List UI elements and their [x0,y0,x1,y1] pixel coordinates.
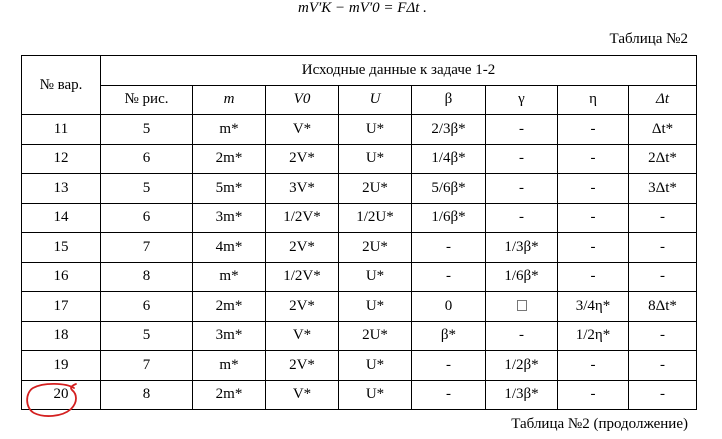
table-cell: 2V* [266,292,339,322]
col-header-fig: № рис. [101,85,193,115]
table-body [22,115,697,410]
table-cell: m* [193,115,266,145]
table-cell: - [629,233,697,263]
table-cell: 2U* [339,321,412,351]
table-cell: 5 [101,174,193,204]
table-cell: 1/2V* [266,203,339,233]
table-row [22,174,697,204]
table-cell: 8Δt* [629,292,697,322]
table-cell: 2/3β* [412,115,486,145]
table-cell: 1/6β* [486,262,558,292]
variant-number: 19 [22,351,101,381]
table-cell: - [412,380,486,410]
table-cell: - [629,380,697,410]
table-cell: m* [193,262,266,292]
variant-number: 12 [22,144,101,174]
table-cell: - [486,115,558,145]
table-cell: 2U* [339,174,412,204]
variant-number: 20 [22,380,101,410]
col-header-gamma: γ [486,85,558,115]
table-cell: - [629,262,697,292]
table-row [22,203,697,233]
variant-number: 14 [22,203,101,233]
group-header: Исходные данные к задаче 1-2 [101,56,697,86]
table-caption: Таблица №2 [609,31,688,47]
table-cell: 6 [101,203,193,233]
table-cell: - [486,321,558,351]
table-cell: 3m* [193,321,266,351]
table-cell: - [558,262,629,292]
table-cell: 7 [101,351,193,381]
col-header-beta: β [412,85,486,115]
table-cell: β* [412,321,486,351]
table-row [22,233,697,263]
table-cell: V* [266,380,339,410]
variant-number: 11 [22,115,101,145]
variant-header: № вар. [22,56,101,115]
table-cell: - [486,174,558,204]
table-cell: 3V* [266,174,339,204]
table-cell: U* [339,115,412,145]
table-cell: - [486,144,558,174]
table-cell: - [558,115,629,145]
table-cell: 1/2η* [558,321,629,351]
table-row [22,144,697,174]
table-cell: 3m* [193,203,266,233]
table-row [22,292,697,322]
table-cell: 1/2U* [339,203,412,233]
equation: mV′K − mV′0 = FΔt . [298,0,427,16]
table-cell: 2Δt* [629,144,697,174]
variant-number: 17 [22,292,101,322]
table-cell: 5/6β* [412,174,486,204]
table-cell: - [412,233,486,263]
table-cell: - [412,262,486,292]
table-cell: 2V* [266,351,339,381]
col-header-m: m [193,85,266,115]
table-cell: 1/3β* [486,380,558,410]
table-cell: U* [339,262,412,292]
table-caption-continued: Таблица №2 (продолжение) [511,416,688,432]
table-cell: 1/3β* [486,233,558,263]
table-cell: 2U* [339,233,412,263]
variant-number: 13 [22,174,101,204]
missing-glyph-icon [517,300,527,311]
table-cell: V* [266,321,339,351]
table-cell: 8 [101,262,193,292]
table-cell: - [558,203,629,233]
table-cell: 6 [101,144,193,174]
table-cell: 7 [101,233,193,263]
table-cell [486,292,558,322]
table-row [22,321,697,351]
table-cell: Δt* [629,115,697,145]
table-row [22,262,697,292]
table-cell: - [558,351,629,381]
table-cell: - [558,174,629,204]
table-cell: U* [339,144,412,174]
table-cell: 1/6β* [412,203,486,233]
data-table [21,55,697,410]
table-cell: - [629,351,697,381]
table-row [22,115,697,145]
table-cell: - [558,380,629,410]
table-row [22,351,697,381]
variant-number: 16 [22,262,101,292]
table-cell: 5 [101,115,193,145]
table-cell: 3Δt* [629,174,697,204]
table-cell: 8 [101,380,193,410]
table-cell: - [486,203,558,233]
table-cell: 2m* [193,144,266,174]
table-cell: U* [339,351,412,381]
table-cell: 2V* [266,233,339,263]
variant-number: 18 [22,321,101,351]
table-cell: - [629,321,697,351]
table-cell: 1/4β* [412,144,486,174]
table-cell: V* [266,115,339,145]
table-cell: 6 [101,292,193,322]
col-header-dt: Δt [629,85,697,115]
table-cell: - [412,351,486,381]
table-cell: U* [339,292,412,322]
table-cell: 3/4η* [558,292,629,322]
table-cell: - [558,144,629,174]
table-cell: m* [193,351,266,381]
table-cell: 1/2β* [486,351,558,381]
table-cell: - [629,203,697,233]
table-cell: 2m* [193,292,266,322]
col-header-eta: η [558,85,629,115]
table-cell: U* [339,380,412,410]
table-row [22,380,697,410]
table-cell: 2V* [266,144,339,174]
table-cell: - [558,233,629,263]
table-cell: 5 [101,321,193,351]
table-cell: 1/2V* [266,262,339,292]
col-header-v0: V0 [266,85,339,115]
table-cell: 2m* [193,380,266,410]
table-cell: 4m* [193,233,266,263]
variant-number: 15 [22,233,101,263]
table-cell: 0 [412,292,486,322]
col-header-u: U [339,85,412,115]
table-cell: 5m* [193,174,266,204]
